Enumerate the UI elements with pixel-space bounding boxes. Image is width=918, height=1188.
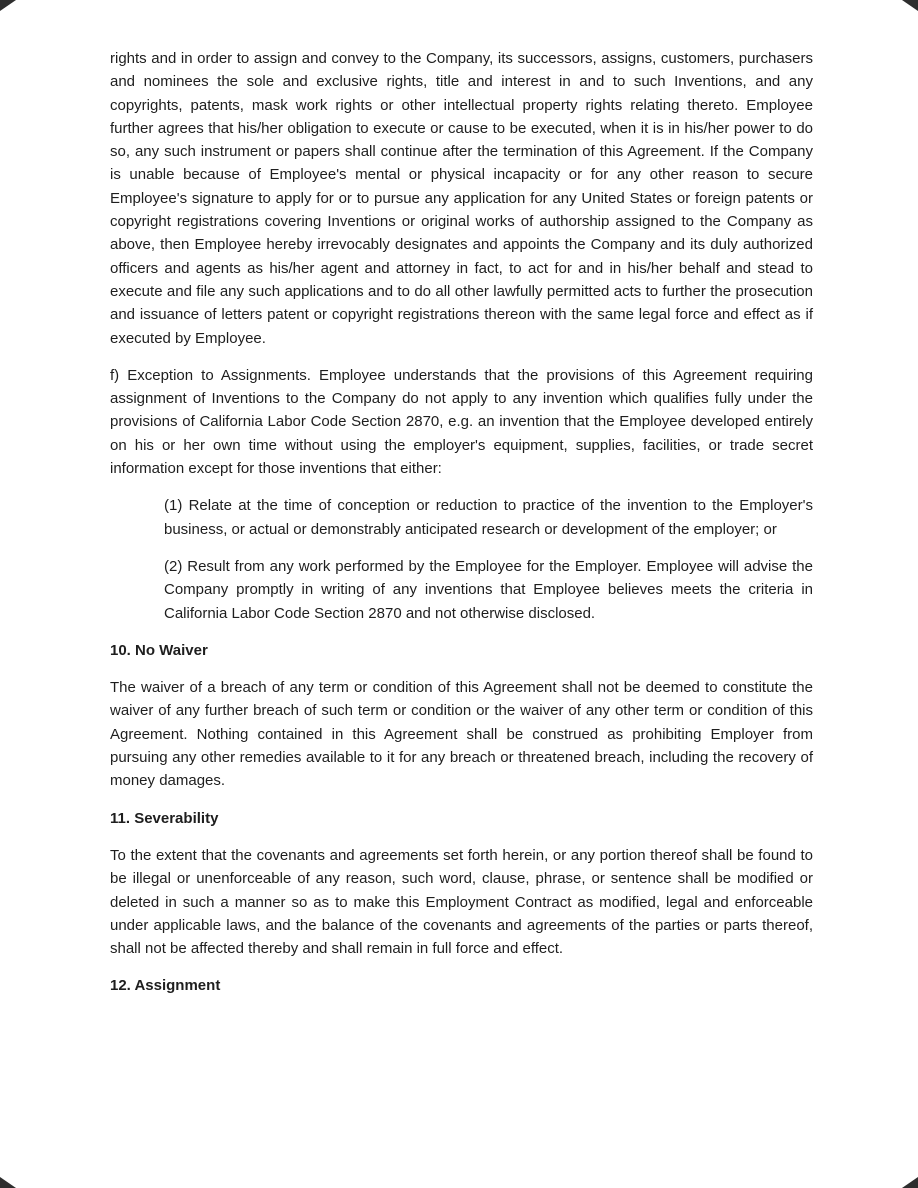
scan-artifact-corner-bottom-left	[0, 1177, 16, 1188]
section-heading-no-waiver: 10. No Waiver	[110, 641, 208, 659]
contract-page-body	[110, 47, 813, 1012]
list-item-exception-2: (2) Result from any work performed by the Employee for the Employer. Employee will advise the Company promptly in writing of any inventions that Employee believes meets the criteria in California Labor Code Section 2870 and not otherwise disclosed.	[164, 557, 813, 622]
paragraph-inventions-assignment-continuation: rights and in order to assign and convey to the Company, its successors, assigns, customers, purchasers and nominees the sole and exclusive rights, title and interest in and to such Inventions, and any copyrights, patents, mask work rights or other intellectual property rights relating thereto. Employee further agrees that his/her obligation to execute or cause to be executed, when it is in his/her power to do so, any such instrument or papers shall continue after the termination of this Agreement. If the Company is unable because of Employee's mental or physical incapacity or for any other reason to secure Employee's signature to apply for or to pursue any application for any United States or foreign patents or copyright registrations covering Inventions or original works of authorship assigned to the Company as above, then Employee hereby irrevocably designates and appoints the Company and its duly authorized officers and agents as his/her agent and attorney in fact, to act for and in his/her behalf and stead to execute and file any such applications and to do all other lawfully permitted acts to further the prosecution and issuance of letters patent or copyright registrations thereon with the same legal force and effect as if executed by Employee.	[110, 50, 813, 347]
paragraph-exception-to-assignments: f) Exception to Assignments. Employee understands that the provisions of this Agreement requiring assignment of Inventions to the Company do not apply to any invention which qualifies fully under the provisions of California Labor Code Section 2870, e.g. an invention that the Employee developed entirely on his or her own time without using the employer's equipment, supplies, facilities, or trade secret information except for those inventions that either:	[110, 366, 813, 478]
section-heading-assignment: 12. Assignment	[110, 977, 221, 995]
paragraph-severability: To the extent that the covenants and agreements set forth herein, or any portion thereof shall be found to be illegal or unenforceable of any reason, such word, clause, phrase, or sentence shall be modified or deleted in such a manner so as to make this Employment Contract as modified, legal and enforceable under applicable laws, and the balance of the covenants and agreements of the parties or parts thereof, shall not be affected thereby and shall remain in full force and effect.	[110, 846, 813, 958]
paragraph-no-waiver: The waiver of a breach of any term or condition of this Agreement shall not be deemed to constitute the waiver of any further breach of such term or condition or the waiver of any other term or condition of this Agreement. Nothing contained in this Agreement shall be construed as prohibiting Employer from pursuing any other remedies available to it for any breach or threatened breach, including the recovery of money damages.	[110, 679, 813, 790]
scan-artifact-corner-top-right	[902, 0, 918, 11]
list-item-exception-1: (1) Relate at the time of conception or reduction to practice of the invention to the Employer's business, or actual or demonstrably anticipated research or development of the employer; or	[164, 497, 813, 538]
scan-artifact-corner-bottom-right	[902, 1177, 918, 1188]
section-heading-severability: 11. Severability	[110, 809, 219, 827]
scan-artifact-corner-top-left	[0, 0, 16, 11]
